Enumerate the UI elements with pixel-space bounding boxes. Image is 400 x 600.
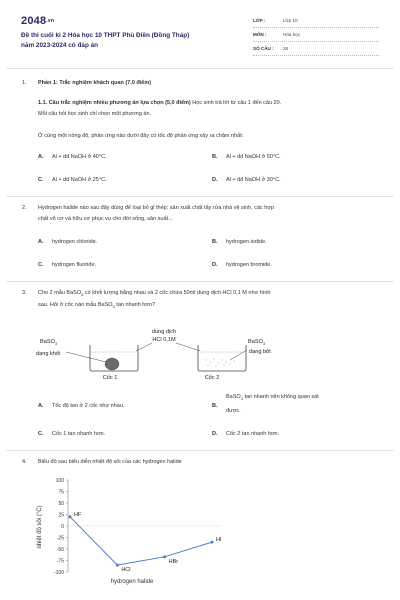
- data-point: [211, 541, 214, 544]
- acid-label-line2: HCl 0,1M: [152, 337, 176, 343]
- option-c[interactable]: C. hydrogen fluoride.: [38, 262, 97, 268]
- y-tick-label: -100: [53, 569, 64, 576]
- question-text: Biểu đồ sau biểu diễn nhiệt độ sôi của các hydrogen halide: [38, 459, 182, 465]
- section-intro-2: Mỗi câu hỏi học sinh chỉ chọn một phương án.: [38, 111, 152, 117]
- y-tick-label: -50: [56, 546, 64, 553]
- question-count-label: SỐ CÂU :: [253, 46, 274, 51]
- data-label: HF: [74, 511, 82, 518]
- option-d[interactable]: D. Al + dd NaOH ở 30°C.: [212, 177, 281, 183]
- option-b-text-2: được.: [226, 408, 241, 414]
- left-sample-label: dạng khối: [36, 351, 61, 357]
- option-b[interactable]: B. hydrogen iodide.: [212, 239, 267, 245]
- data-label: HI: [216, 537, 222, 544]
- question-number: 4.: [22, 459, 27, 465]
- beaker-1: [90, 345, 138, 371]
- subject-value: Hóa học: [283, 32, 301, 37]
- y-tick-label: 75: [58, 489, 64, 496]
- y-tick-label: -25: [56, 535, 64, 542]
- option-b[interactable]: B.: [212, 403, 218, 409]
- question-text: Ở cùng một nồng độ, phản ứng nào dưới đây có tốc độ phản ứng xảy ra chậm nhất:: [38, 133, 244, 139]
- document-title: Đề thi cuối kì 2 Hóa học 10 THPT Phù Điền (Đồng Tháp) năm 2023-2024 có đáp án: [21, 32, 190, 49]
- option-d[interactable]: D. Cốc 2 tan nhanh hơn.: [212, 431, 280, 437]
- question-divider: [6, 196, 394, 197]
- option-a[interactable]: A. Tốc độ tan ở 2 cốc như nhau.: [38, 403, 125, 409]
- section-title: Phần 1: Trắc nghiệm khách quan (7,0 điểm): [38, 80, 152, 86]
- class-value: Lớp 10: [283, 18, 298, 23]
- option-b[interactable]: B. Al + dd NaOH ở 50°C.: [212, 154, 281, 160]
- data-point: [163, 555, 166, 558]
- svg-text:BaSO3: BaSO$_3$: [248, 339, 266, 346]
- question-count-value: 28: [283, 46, 289, 51]
- divider: [253, 27, 379, 28]
- question-divider: [6, 450, 394, 451]
- divider: [253, 41, 379, 42]
- data-point: [116, 564, 119, 567]
- cup-1-label: Cốc 1: [102, 375, 118, 381]
- option-c[interactable]: C. Cốc 1 tan nhanh hơn.: [38, 431, 106, 437]
- y-tick-label: 100: [55, 477, 64, 484]
- option-c[interactable]: C. Al + dd NaOH ở 25°C.: [38, 177, 107, 183]
- baso4-block: [105, 358, 119, 370]
- acid-label-line1: dung dịch: [151, 329, 177, 335]
- y-tick-label: 0: [61, 523, 64, 530]
- y-tick-label: 50: [58, 500, 64, 507]
- section-number: 1.: [22, 80, 27, 86]
- boiling-point-chart: [30, 472, 230, 590]
- question-text: Cho 2 mẫu BaSO$_3$ có khối lượng bằng nhau và 2 cốc chứa 50ml dung dịch HCl 0,1 M như hình: [38, 290, 271, 298]
- y-tick-label: -75: [56, 558, 64, 565]
- question-text-2: chất vô cơ và hữu cơ phục vụ cho đời sống, sản xuất...: [38, 216, 173, 222]
- beaker-2: [198, 345, 246, 371]
- subject-label: MÔN :: [253, 32, 267, 37]
- class-label: LỚP :: [253, 18, 266, 23]
- question-text: Hydrogen halide nào sau đây dùng để loại bỏ gỉ thép; sản xuất chất tẩy rửa nhà vệ sinh, các hợp: [38, 205, 275, 211]
- option-a[interactable]: A. hydrogen chloride.: [38, 239, 98, 245]
- header-divider: [6, 68, 394, 69]
- svg-text:BaSO3: BaSO$_3$: [40, 339, 58, 346]
- series-line: [70, 517, 212, 565]
- data-label: HCl: [121, 567, 131, 574]
- question-divider: [6, 281, 394, 282]
- y-axis-title: nhiệt độ sôi (°C): [37, 505, 43, 549]
- cup-2-label: Cốc 2: [204, 375, 220, 381]
- option-a[interactable]: A. Al + dd NaOH ở 40°C.: [38, 154, 107, 160]
- question-number: 2.: [22, 205, 27, 211]
- question-text-2: sau. Hỏi ở cốc nào mẫu BaSO$_3$ tan nhanh hơn?: [38, 302, 156, 310]
- option-d[interactable]: D. hydrogen bromide.: [212, 262, 272, 268]
- option-b-text: BaSO$_3$ tan nhanh nên không quan sát: [226, 394, 319, 402]
- beaker-figure: [30, 322, 290, 384]
- divider: [253, 55, 379, 56]
- data-point: [69, 515, 72, 518]
- site-logo[interactable]: 2048.vn: [21, 15, 55, 27]
- section-intro: 1.1. Câu trắc nghiệm nhiều phương án lựa chọn (5,0 điểm) Học sinh trả lời từ câu 1 đến câu 20.: [38, 100, 282, 106]
- data-label: HBr: [168, 558, 179, 565]
- question-number: 3.: [22, 290, 27, 296]
- right-sample-label: dạng bột: [249, 349, 271, 355]
- x-axis-title: hydrogen halide: [110, 579, 154, 585]
- y-tick-label: 25: [58, 512, 64, 519]
